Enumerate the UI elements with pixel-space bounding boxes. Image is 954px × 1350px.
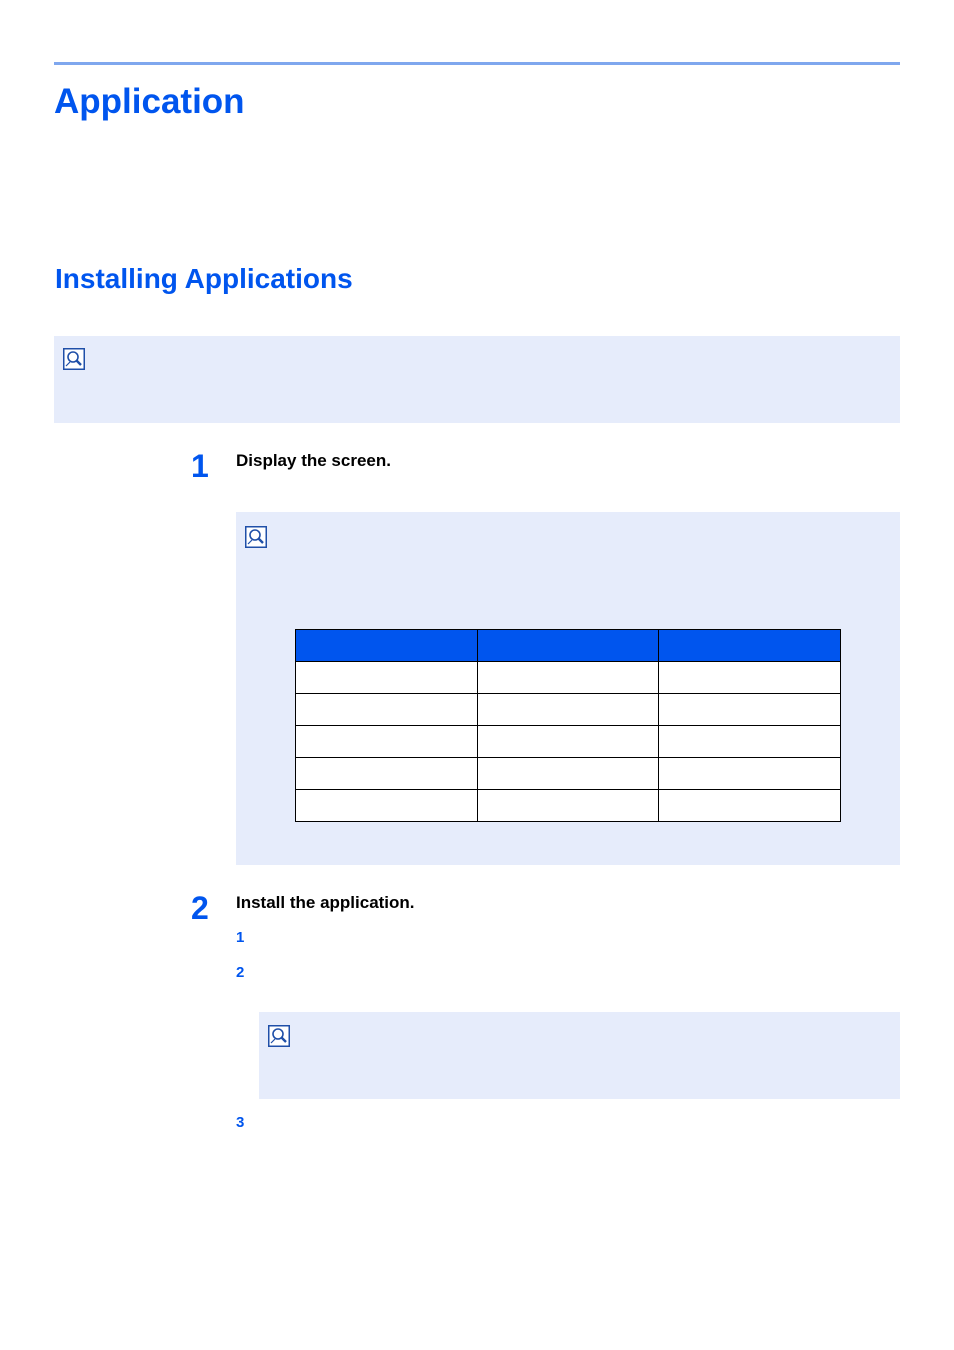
table-cell (296, 726, 478, 758)
table-cell (659, 790, 841, 822)
table-row (296, 694, 841, 726)
table-header-cell (659, 630, 841, 662)
section-title: Installing Applications (55, 263, 353, 294)
table-header-cell (296, 630, 478, 662)
table-row (296, 726, 841, 758)
table-cell (296, 662, 478, 694)
table-cell (659, 662, 841, 694)
info-table (295, 629, 841, 822)
table-cell (659, 758, 841, 790)
table-row (296, 662, 841, 694)
table-row (296, 758, 841, 790)
table-cell (659, 694, 841, 726)
table-cell (659, 726, 841, 758)
header-rule (54, 62, 900, 65)
page-title: Application (54, 82, 245, 121)
table-cell (477, 758, 659, 790)
step-number: 2 (191, 890, 209, 926)
table-cell (477, 790, 659, 822)
substep-number: 2 (236, 964, 245, 981)
table-cell (296, 694, 478, 726)
table-header-cell (477, 630, 659, 662)
table-row (296, 790, 841, 822)
note-box-1 (54, 336, 900, 423)
table-cell (477, 662, 659, 694)
table-cell (296, 790, 478, 822)
note-box-3 (259, 1012, 900, 1099)
step-label: Display the screen. (236, 451, 391, 470)
note-magnifier-icon (245, 526, 267, 548)
substep-number: 3 (236, 1114, 245, 1131)
table-cell (477, 694, 659, 726)
table-header-row (296, 630, 841, 662)
note-magnifier-icon (63, 348, 85, 370)
step-number: 1 (191, 448, 209, 484)
note-magnifier-icon (268, 1025, 290, 1047)
substep-number: 1 (236, 929, 245, 946)
table-cell (296, 758, 478, 790)
table-cell (477, 726, 659, 758)
step-label: Install the application. (236, 893, 415, 912)
